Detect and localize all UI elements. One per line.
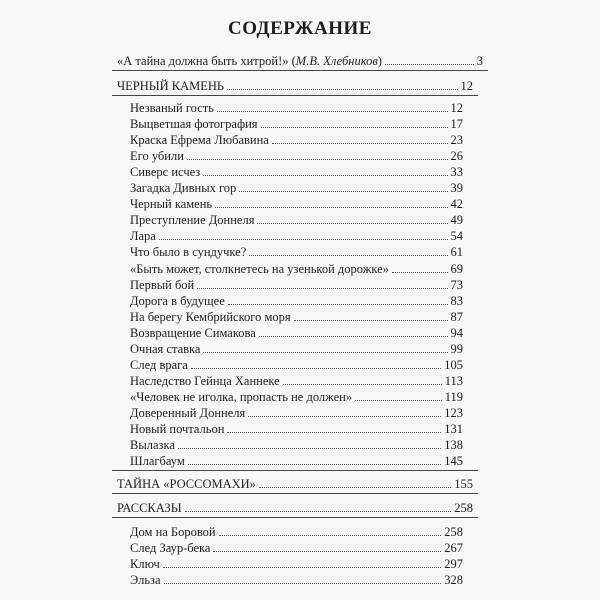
toc-page-number: 61 xyxy=(450,245,463,259)
leader-dots xyxy=(227,89,457,90)
toc-entry xyxy=(130,294,463,308)
toc-entry-label: Доверенный Доннеля xyxy=(130,406,246,420)
toc-entry-label: Лара xyxy=(130,229,156,243)
toc-page-number: 39 xyxy=(450,181,463,195)
toc-entry-label: «Быть может, столкнетесь на узенькой дорожке» xyxy=(130,262,389,276)
toc-entry xyxy=(130,406,463,420)
toc-entry xyxy=(130,525,463,539)
toc-entry-label: Шлагбаум xyxy=(130,454,185,468)
leader-dots xyxy=(178,448,441,449)
toc-entry xyxy=(130,573,463,587)
toc-entry-label: Первый бой xyxy=(130,278,195,292)
toc-page-number: 23 xyxy=(450,133,463,147)
toc-entry-label: Ключ xyxy=(130,557,160,571)
leader-dots xyxy=(261,127,448,128)
toc-entry xyxy=(130,262,463,276)
toc-page-number: 42 xyxy=(450,197,463,211)
toc-page-number: 73 xyxy=(450,278,463,292)
leader-dots xyxy=(355,400,442,401)
leader-dots xyxy=(215,207,447,208)
toc-page-number: 258 xyxy=(444,525,463,539)
toc-entry xyxy=(130,278,463,292)
toc-entry-label: След Заур-бека xyxy=(130,541,211,555)
toc-section-label: ТАЙНА «РОССОМАХИ» xyxy=(117,477,256,491)
toc-entry xyxy=(130,374,463,388)
toc-page-number: 123 xyxy=(444,406,463,420)
leader-dots xyxy=(294,320,448,321)
toc-page-number: 99 xyxy=(450,342,463,356)
toc-page-number: 155 xyxy=(454,477,473,491)
toc-page-number: 145 xyxy=(444,454,463,468)
leader-dots xyxy=(283,384,442,385)
toc-entry-label: Очная ставка xyxy=(130,342,201,356)
toc-entry-intro xyxy=(117,54,483,68)
toc-page-number: 12 xyxy=(450,101,463,115)
page-title: СОДЕРЖАНИЕ xyxy=(228,18,372,39)
toc-entry xyxy=(130,358,463,372)
toc-entry-label: След врага xyxy=(130,358,188,372)
leader-dots xyxy=(385,64,474,65)
toc-entry-label: На берегу Кембрийского моря xyxy=(130,310,291,324)
toc-entry-label: Дом на Боровой xyxy=(130,525,216,539)
toc-entry xyxy=(130,229,463,243)
leader-dots xyxy=(227,432,441,433)
toc-section xyxy=(117,477,473,491)
leader-dots xyxy=(259,487,451,488)
leader-dots xyxy=(249,255,447,256)
toc-page-number: 105 xyxy=(444,358,463,372)
leader-dots xyxy=(259,336,448,337)
leader-dots xyxy=(159,239,448,240)
leader-dots xyxy=(272,143,448,144)
toc-section-label: РАССКАЗЫ xyxy=(117,501,182,515)
toc-page-number: 69 xyxy=(450,262,463,276)
leader-dots xyxy=(213,551,441,552)
toc-entry xyxy=(130,342,463,356)
leader-dots xyxy=(163,567,442,568)
toc-page-number: 328 xyxy=(444,573,463,587)
leader-dots xyxy=(228,304,448,305)
toc-entry-label: Сиверс исчез xyxy=(130,165,201,179)
separator-line xyxy=(112,70,488,71)
toc-entry xyxy=(130,438,463,452)
toc-entry-label: Выцветшая фотография xyxy=(130,117,258,131)
toc-entry xyxy=(130,557,463,571)
toc-page-number: 33 xyxy=(450,165,463,179)
leader-dots xyxy=(203,352,447,353)
toc-page-number: 54 xyxy=(450,229,463,243)
toc-entry xyxy=(130,390,463,404)
leader-dots xyxy=(392,272,448,273)
toc-entry-label: Незваный гость xyxy=(130,101,214,115)
toc-entry xyxy=(130,149,463,163)
toc-page-number: 17 xyxy=(450,117,463,131)
leader-dots xyxy=(217,111,448,112)
toc-entry-label: Возвращение Симакова xyxy=(130,326,256,340)
leader-dots xyxy=(257,223,447,224)
toc-page-number: 49 xyxy=(450,213,463,227)
toc-section xyxy=(117,501,473,515)
toc-section-label: ЧЕРНЫЙ КАМЕНЬ xyxy=(117,79,225,93)
toc-page-number: 94 xyxy=(450,326,463,340)
toc-entry-label: Наследство Гейнца Ханнеке xyxy=(130,374,280,388)
toc-entry-label: Новый почтальон xyxy=(130,422,225,436)
leader-dots xyxy=(185,511,452,512)
separator-line xyxy=(112,517,478,518)
toc-entry-label: Черный камень xyxy=(130,197,213,211)
leader-dots xyxy=(219,535,442,536)
separator-line xyxy=(112,493,478,494)
toc-page-number: 267 xyxy=(444,541,463,555)
toc-entry xyxy=(130,117,463,131)
toc-entry xyxy=(130,454,463,468)
leader-dots xyxy=(188,464,441,465)
toc-page-number: 138 xyxy=(444,438,463,452)
toc-page-number: 113 xyxy=(444,374,463,388)
separator-line xyxy=(112,470,478,471)
toc-entry-label: Эльза xyxy=(130,573,161,587)
toc-entry xyxy=(130,181,463,195)
leader-dots xyxy=(239,191,447,192)
leader-dots xyxy=(248,416,441,417)
leader-dots xyxy=(203,175,447,176)
toc-page-number: 87 xyxy=(450,310,463,324)
toc-entry-label: Преступление Доннеля xyxy=(130,213,255,227)
separator-line xyxy=(112,95,478,96)
toc-entry xyxy=(130,326,463,340)
toc-entry xyxy=(130,541,463,555)
toc-entry xyxy=(130,133,463,147)
toc-entry-label: Дорога в будущее xyxy=(130,294,225,308)
toc-page-number: 258 xyxy=(454,501,473,515)
leader-dots xyxy=(197,288,447,289)
toc-page-number: 3 xyxy=(476,54,483,68)
toc-page-number: 12 xyxy=(460,79,473,93)
toc-entry xyxy=(130,165,463,179)
toc-page-number: 26 xyxy=(450,149,463,163)
toc-entry-label: Его убили xyxy=(130,149,184,163)
toc-entry xyxy=(130,245,463,259)
toc-entry-label: Что было в сундучке? xyxy=(130,245,247,259)
leader-dots xyxy=(191,368,441,369)
toc-page-number: 131 xyxy=(444,422,463,436)
toc-entry-label: «А тайна должна быть хитрой!» (М.В. Хлебников) xyxy=(117,54,382,68)
toc-entry xyxy=(130,213,463,227)
toc-section xyxy=(117,79,473,93)
toc-entry xyxy=(130,101,463,115)
toc-entry-label: Загадка Дивных гор xyxy=(130,181,237,195)
toc-entry-label: Краска Ефрема Любавина xyxy=(130,133,269,147)
toc-page-number: 83 xyxy=(450,294,463,308)
toc-entry xyxy=(130,422,463,436)
toc-entry xyxy=(130,310,463,324)
leader-dots xyxy=(187,159,448,160)
leader-dots xyxy=(164,583,442,584)
toc-entry xyxy=(130,197,463,211)
toc-entry-label: Вылазка xyxy=(130,438,175,452)
toc-page-number: 119 xyxy=(444,390,463,404)
toc-page-number: 297 xyxy=(444,557,463,571)
toc-entry-label: «Человек не иголка, пропасть не должен» xyxy=(130,390,353,404)
